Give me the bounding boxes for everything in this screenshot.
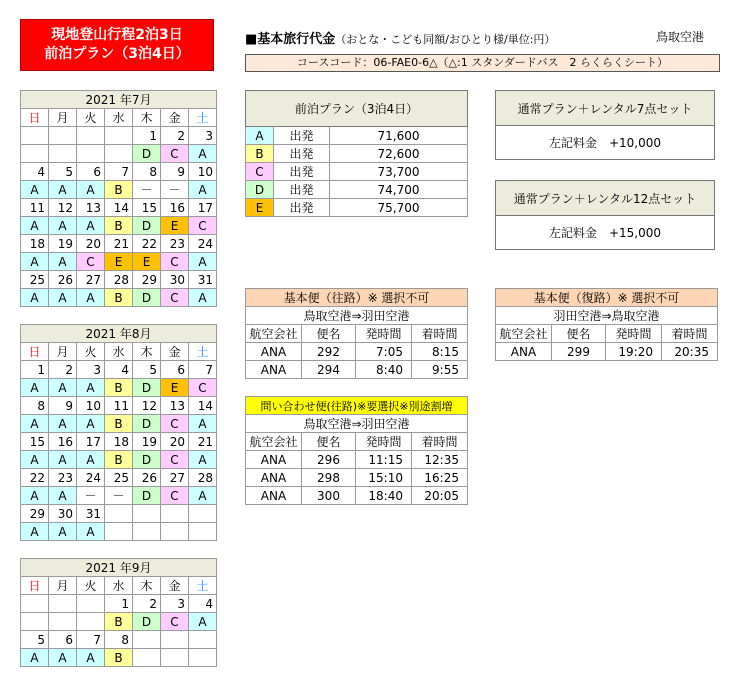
flight-cell: 12:35 [412,451,468,469]
calendar-day-number: 11 [105,397,133,415]
flight-column-header: 便名 [552,325,606,343]
calendar-day-number: 23 [49,469,77,487]
calendar-price-code: A [49,217,77,235]
calendar-day-number: 3 [189,127,217,145]
calendar-day-number: 26 [133,469,161,487]
flight-cell: 298 [302,469,356,487]
calendar-price-code [161,649,189,667]
departure-airport: 鳥取空港 [656,30,705,44]
flight-cell: ANA [246,487,302,505]
flight-cell: ANA [246,451,302,469]
flight-column-header: 着時間 [412,325,468,343]
calendar-price-code: C [77,253,105,271]
weekday-header: 水 [105,577,133,595]
flight-cell: 16:25 [412,469,468,487]
flight-return-table [495,288,718,361]
calendar-price-code [21,613,49,631]
calendar-price-code: B [105,379,133,397]
calendar-price-code [77,613,105,631]
calendar-price-code: A [49,289,77,307]
price-heading [245,28,555,47]
calendar-day-number [133,505,161,523]
calendar-price-code: A [49,487,77,505]
flight-cell: 8:15 [412,343,468,361]
calendar-price-code: － [161,181,189,199]
calendar-price-code: A [189,253,217,271]
calendar-price-code: C [161,613,189,631]
calendar-day-number: 5 [49,163,77,181]
price-label: 出発 [274,199,330,217]
flight-row [246,361,468,379]
calendar-price-code: D [133,487,161,505]
rental12-price: 左記料金 +15,000 [495,216,715,250]
calendar-day-number: 16 [49,433,77,451]
calendar-price-code: A [49,181,77,199]
flight-row [246,487,468,505]
calendar-day-number: 10 [77,397,105,415]
flight-cell: 11:15 [356,451,412,469]
calendar-day-number: 6 [77,163,105,181]
calendar-day-number: 2 [49,361,77,379]
calendar-price-code: A [21,379,49,397]
flight-table-title: 基本便（往路）※ 選択不可 [246,289,468,307]
weekday-header: 金 [161,343,189,361]
calendar-price-code: C [161,487,189,505]
price-row [246,145,468,163]
calendar-price-code [105,145,133,163]
flight-cell: 8:40 [356,361,412,379]
weekday-header: 月 [49,577,77,595]
price-code: E [246,199,274,217]
calendar-day-number: 31 [77,505,105,523]
flight-cell: 9:55 [412,361,468,379]
flight-outbound-table [245,288,468,379]
calendar-price-code: － [77,487,105,505]
calendar-day-number: 4 [21,163,49,181]
calendar-price-code: A [189,289,217,307]
flight-cell: ANA [246,343,302,361]
price-code: D [246,181,274,199]
calendar-day-number: 29 [21,505,49,523]
price-value: 71,600 [330,127,468,145]
calendar-price-code: B [105,415,133,433]
price-label: 出発 [274,181,330,199]
flight-cell: ANA [246,469,302,487]
flight-cell: 20:35 [662,343,718,361]
weekday-header: 木 [133,343,161,361]
calendar-day-number: 18 [21,235,49,253]
calendar-price-code: A [49,379,77,397]
calendar-price-code: A [49,523,77,541]
calendar-day-number: 8 [133,163,161,181]
calendar-price-code [189,649,217,667]
calendar-price-code: A [21,217,49,235]
calendar-month-title: 2021 年7月 [21,91,217,109]
calendar-day-number: 29 [133,271,161,289]
calendar-day-number: 30 [161,271,189,289]
calendar-month [20,90,217,307]
calendar-day-number [189,631,217,649]
title-line-1: 現地登山行程2泊3日 [51,27,183,43]
calendar-day-number [189,505,217,523]
calendar-price-code: A [189,145,217,163]
price-value: 73,700 [330,163,468,181]
calendar-price-code: A [77,289,105,307]
calendar-price-code: B [105,181,133,199]
calendar-price-code: A [49,415,77,433]
calendar-day-number: 27 [161,469,189,487]
calendar-price-code: E [133,253,161,271]
calendar-day-number: 13 [161,397,189,415]
flight-column-header: 発時間 [606,325,662,343]
calendar-day-number: 15 [21,433,49,451]
calendar-price-code [49,145,77,163]
flight-table-title: 問い合わせ便(往路)※要選択※別途割増 [246,397,468,415]
flight-cell: 294 [302,361,356,379]
price-value: 74,700 [330,181,468,199]
flight-column-header: 着時間 [412,433,468,451]
price-value: 75,700 [330,199,468,217]
flight-column-header: 航空会社 [246,433,302,451]
calendar-day-number: 15 [133,199,161,217]
calendar-day-number: 9 [161,163,189,181]
calendar-price-code: － [133,181,161,199]
calendar-day-number [105,127,133,145]
flight-cell: 299 [552,343,606,361]
calendar-price-code: D [133,145,161,163]
calendar-day-number: 21 [189,433,217,451]
price-label: 出発 [274,127,330,145]
calendar-day-number: 1 [105,595,133,613]
calendar-price-code: A [189,613,217,631]
calendar-day-number [105,505,133,523]
calendar-month [20,324,217,541]
calendar-day-number: 21 [105,235,133,253]
calendar-price-code: E [161,379,189,397]
flight-cell: 20:05 [412,487,468,505]
flight-cell: 300 [302,487,356,505]
flight-row [246,469,468,487]
calendar-price-code: B [105,613,133,631]
calendar-price-code [133,523,161,541]
calendar-day-number: 18 [105,433,133,451]
calendar-day-number: 10 [189,163,217,181]
price-row [246,181,468,199]
calendar-month-title: 2021 年8月 [21,325,217,343]
calendar-price-code: A [189,181,217,199]
price-table [245,90,468,217]
weekday-header: 月 [49,343,77,361]
flight-inquiry-table [245,396,468,505]
calendar-price-code [49,613,77,631]
calendar-price-code: D [133,613,161,631]
flight-cell: 292 [302,343,356,361]
calendar-price-code: A [21,487,49,505]
calendar-price-code: C [161,289,189,307]
calendar-price-code: A [77,451,105,469]
calendar-price-code: D [133,289,161,307]
calendar-day-number: 2 [161,127,189,145]
rental7-title: 通常プラン＋レンタル7点セット [495,90,715,126]
calendar-day-number: 6 [49,631,77,649]
calendar-month-title: 2021 年9月 [21,559,217,577]
calendar-day-number [21,127,49,145]
calendar-day-number: 1 [133,127,161,145]
weekday-header: 水 [105,109,133,127]
calendar-price-code: B [105,289,133,307]
calendar-day-number: 17 [189,199,217,217]
weekday-header: 土 [189,577,217,595]
flight-row [246,343,468,361]
calendar-price-code: C [161,451,189,469]
calendar-day-number: 27 [77,271,105,289]
flight-route: 羽田空港⇒鳥取空港 [496,307,718,325]
calendar-price-code: A [49,649,77,667]
calendar-day-number: 17 [77,433,105,451]
calendar-day-number: 23 [161,235,189,253]
calendar-price-code: A [21,523,49,541]
calendar-price-code: A [77,415,105,433]
calendar-day-number [21,595,49,613]
calendar-price-code: A [77,217,105,235]
calendar-day-number [133,631,161,649]
price-table-header: 前泊プラン（3泊4日） [246,91,468,127]
calendar-price-code [161,523,189,541]
calendar-day-number: 25 [105,469,133,487]
calendar-price-code [133,649,161,667]
calendar-price-code: A [21,451,49,469]
calendar-day-number: 5 [21,631,49,649]
flight-cell: 19:20 [606,343,662,361]
calendar-day-number: 5 [133,361,161,379]
calendar-day-number [49,595,77,613]
weekday-header: 火 [77,109,105,127]
calendar-day-number: 4 [189,595,217,613]
flight-cell: 7:05 [356,343,412,361]
calendar-price-code: C [161,145,189,163]
calendar-day-number: 26 [49,271,77,289]
calendar-price-code: A [21,649,49,667]
calendar-day-number: 14 [189,397,217,415]
calendar-price-code: C [189,379,217,397]
weekday-header: 火 [77,343,105,361]
price-row [246,199,468,217]
calendar-price-code: E [105,253,133,271]
price-value: 72,600 [330,145,468,163]
calendar-price-code: A [77,649,105,667]
calendar-price-code: A [189,487,217,505]
calendar-day-number: 7 [105,163,133,181]
calendar-day-number: 19 [133,433,161,451]
calendar-day-number: 1 [21,361,49,379]
weekday-header: 木 [133,109,161,127]
calendar-day-number: 11 [21,199,49,217]
calendar-day-number [49,127,77,145]
price-label: 出発 [274,163,330,181]
calendar-day-number: 4 [105,361,133,379]
calendar-price-code: C [161,415,189,433]
flight-table-title: 基本便（復路）※ 選択不可 [496,289,718,307]
weekday-header: 土 [189,343,217,361]
price-row [246,127,468,145]
calendar-day-number: 22 [133,235,161,253]
weekday-header: 土 [189,109,217,127]
flight-cell: 296 [302,451,356,469]
calendar-price-code: D [133,379,161,397]
weekday-header: 火 [77,577,105,595]
calendar-day-number: 20 [77,235,105,253]
course-code: コースコード：06-FAE0-6△（△:1 スタンダードバス 2 らくらくシート） [245,54,720,72]
calendar-day-number: 2 [133,595,161,613]
calendar-price-code: A [21,415,49,433]
calendar-price-code: D [133,415,161,433]
calendar-price-code: E [161,217,189,235]
calendar-day-number: 8 [21,397,49,415]
calendar-day-number: 16 [161,199,189,217]
flight-route: 鳥取空港⇒羽田空港 [246,307,468,325]
calendar-day-number: 22 [21,469,49,487]
flight-cell: ANA [496,343,552,361]
price-label: 出発 [274,145,330,163]
calendar-day-number: 3 [77,361,105,379]
calendar-day-number: 28 [189,469,217,487]
calendar-day-number: 13 [77,199,105,217]
flight-column-header: 便名 [302,433,356,451]
calendar-price-code: A [21,289,49,307]
flight-cell: ANA [246,361,302,379]
calendar-day-number: 8 [105,631,133,649]
flight-row [246,451,468,469]
flight-column-header: 航空会社 [246,325,302,343]
weekday-header: 水 [105,343,133,361]
calendar-day-number: 24 [77,469,105,487]
calendar-price-code: A [21,253,49,271]
calendar-price-code: A [21,181,49,199]
calendar-price-code [105,523,133,541]
flight-column-header: 航空会社 [496,325,552,343]
price-code: A [246,127,274,145]
flight-row [496,343,718,361]
rental12-title: 通常プラン＋レンタル12点セット [495,180,715,216]
calendar-price-code: A [49,451,77,469]
flight-column-header: 発時間 [356,325,412,343]
price-code: C [246,163,274,181]
calendar-day-number: 7 [189,361,217,379]
price-code: B [246,145,274,163]
calendar-day-number: 30 [49,505,77,523]
calendar-day-number: 31 [189,271,217,289]
price-row [246,163,468,181]
weekday-header: 月 [49,109,77,127]
weekday-header: 金 [161,109,189,127]
flight-route: 鳥取空港⇒羽田空港 [246,415,468,433]
calendar-day-number [77,595,105,613]
price-heading-main: ■基本旅行代金 [245,32,336,47]
calendar-price-code: D [133,451,161,469]
flight-column-header: 着時間 [662,325,718,343]
calendar-price-code: B [105,649,133,667]
calendar-month [20,558,217,667]
rental7-price: 左記料金 +10,000 [495,126,715,160]
calendar-price-code [77,145,105,163]
calendar-price-code: C [189,217,217,235]
weekday-header: 木 [133,577,161,595]
calendar-price-code: A [77,181,105,199]
weekday-header: 日 [21,577,49,595]
calendar-price-code: A [77,379,105,397]
calendar-day-number [161,505,189,523]
calendar-price-code: B [105,217,133,235]
title-line-2: 前泊プラン（3泊4日） [44,46,190,62]
calendar-day-number: 7 [77,631,105,649]
calendar-price-code [189,523,217,541]
calendar-price-code: C [161,253,189,271]
calendar-day-number [77,127,105,145]
calendar-price-code [21,145,49,163]
calendar-day-number: 19 [49,235,77,253]
calendar-price-code: A [189,415,217,433]
price-heading-sub: （おとな・こども同額/おひとり様/単位:円） [335,33,556,46]
calendar-price-code: A [49,253,77,271]
calendar-day-number: 20 [161,433,189,451]
calendar-day-number: 12 [133,397,161,415]
calendar-day-number: 9 [49,397,77,415]
flight-cell: 15:10 [356,469,412,487]
calendar-day-number: 6 [161,361,189,379]
calendar-price-code: B [105,451,133,469]
title-banner [20,19,214,71]
calendar-price-code: D [133,217,161,235]
calendar-price-code: － [105,487,133,505]
calendar-price-code: A [77,523,105,541]
calendar-day-number: 25 [21,271,49,289]
calendar-day-number: 28 [105,271,133,289]
calendar-day-number: 24 [189,235,217,253]
calendar-day-number [161,631,189,649]
calendar-day-number: 12 [49,199,77,217]
weekday-header: 日 [21,109,49,127]
flight-cell: 18:40 [356,487,412,505]
calendar-price-code: A [189,451,217,469]
weekday-header: 日 [21,343,49,361]
calendar-day-number: 3 [161,595,189,613]
weekday-header: 金 [161,577,189,595]
flight-column-header: 発時間 [356,433,412,451]
flight-column-header: 便名 [302,325,356,343]
calendar-day-number: 14 [105,199,133,217]
